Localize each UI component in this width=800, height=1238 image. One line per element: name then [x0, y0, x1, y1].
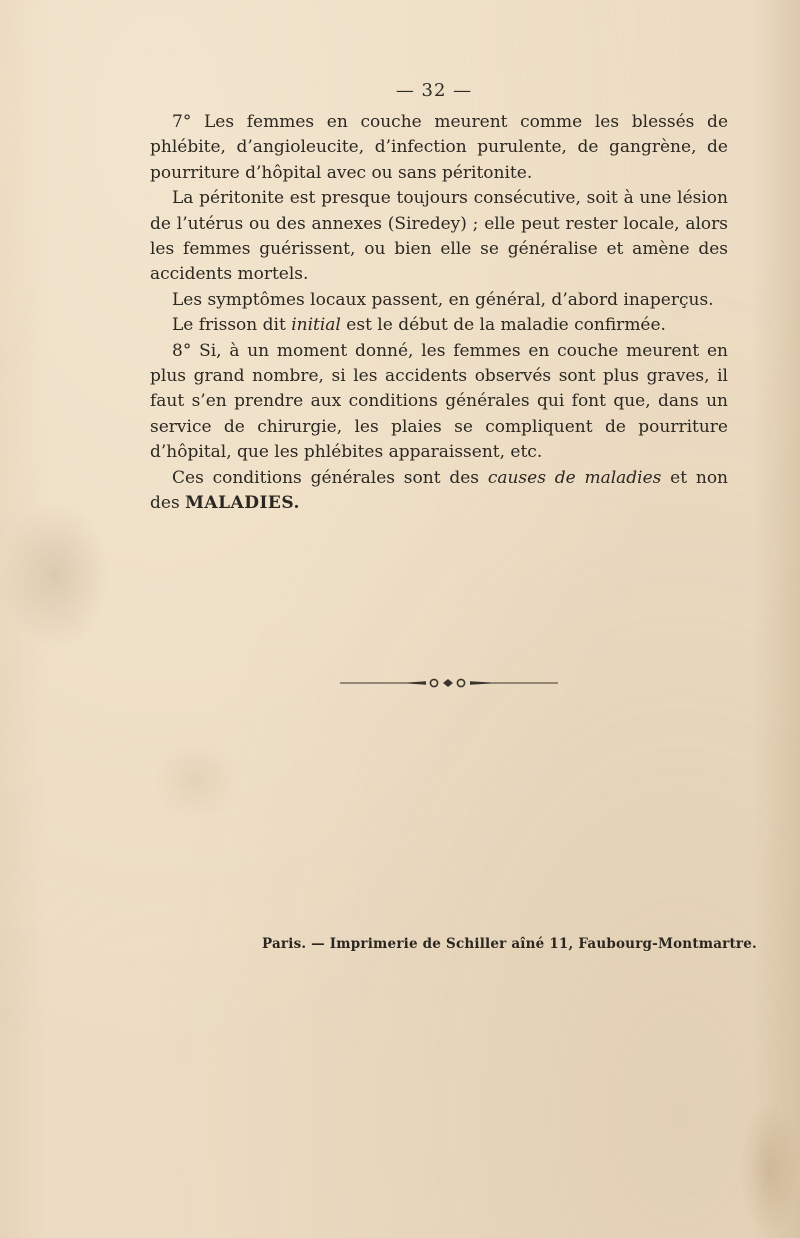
ornament-divider — [340, 676, 558, 690]
text-run: Le frisson dit — [172, 315, 292, 336]
paper-stain — [0, 500, 110, 650]
printer-imprint: Paris. — Imprimerie de Schiller aîné 11, Faubourg-Montmartre. — [262, 936, 757, 952]
body-text — [150, 110, 728, 517]
paragraph-symptomes: Les symptômes locaux passent, en général, d’abord inaperçus. — [172, 289, 714, 310]
paragraph-7-femmes-en-couche: 7° Les femmes en couche meurent comme les blessés de phlébite, d’angioleucite, d’infection purulente, de gangrène, de pourriture d’hôpital avec ou sans péritonite. — [150, 112, 728, 183]
paper-stain — [740, 1100, 800, 1238]
italic-term: initial — [291, 315, 341, 336]
text-run: et non des — [150, 467, 729, 514]
small-caps-term: MALADIES. — [185, 493, 300, 514]
paragraph-peritonite: La péritonite est presque toujours consécutive, soit à une lésion de l’utérus ou des annexes (Siredey) ; elle peut rester locale, alors les femmes guérissent, ou bien elle se généralise et amène des accidents mortels. — [150, 188, 728, 285]
text-run: Ces conditions générales sont des — [172, 467, 488, 488]
paragraph-8-conditions: 8° Si, à un moment donné, les femmes en couche meurent en plus grand nombre, si les accidents observés sont plus graves, il faut s’en prendre aux conditions générales qui font que, dans un service de chirurgie, les plaies se compliquent de pourriture d’hôpital, que les phlébites apparaissent, etc. — [150, 340, 728, 463]
paper-stain — [150, 740, 240, 820]
italic-term: causes de maladies — [487, 467, 662, 488]
text-run: est le début de la maladie confirmée. — [340, 315, 666, 336]
page-number: — 32 — — [395, 80, 473, 101]
paragraph-conclusion — [150, 466, 728, 517]
paragraph-frisson — [150, 313, 728, 338]
